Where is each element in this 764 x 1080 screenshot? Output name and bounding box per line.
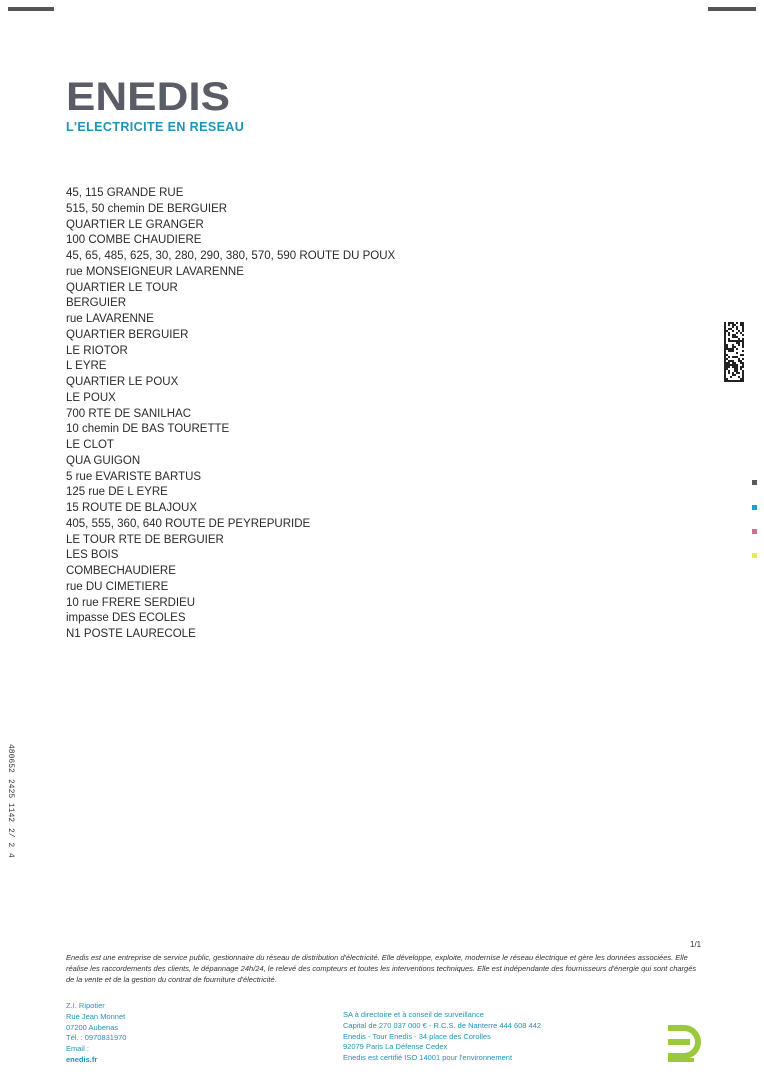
address-line: rue DU CIMETIERE bbox=[66, 580, 169, 593]
footer-contact bbox=[66, 1001, 126, 1066]
footer-legal bbox=[343, 1010, 541, 1064]
address-line: 10 chemin DE BAS TOURETTE bbox=[66, 423, 230, 436]
footer-legal-line: Enedis est certifié ISO 14001 pour l'environnement bbox=[343, 1053, 513, 1063]
address-line: BERGUIER bbox=[66, 297, 127, 310]
footer-legal-line: Capital de 270 037 000 € - R.C.S. de Nanterre 444 608 442 bbox=[343, 1020, 542, 1030]
footer-email-label: Email : bbox=[66, 1044, 89, 1054]
footer-address-line: Z.I. Ripotier bbox=[66, 1001, 105, 1010]
address-line: N1 POSTE LAURECOLE bbox=[66, 628, 196, 640]
address-line: 45, 65, 485, 625, 30, 280, 290, 380, 570, 590 ROUTE DU POUX bbox=[66, 250, 396, 262]
color-swatch-cyan bbox=[752, 505, 757, 510]
address-line: QUA GUIGON bbox=[66, 454, 141, 467]
color-swatch-magenta bbox=[752, 529, 757, 534]
print-mark-left bbox=[8, 7, 54, 11]
address-line: LE TOUR RTE DE BERGUIER bbox=[66, 533, 224, 546]
footer-legal-line: 92079 Paris La Défense Cedex bbox=[343, 1042, 448, 1052]
address-line: QUARTIER LE GRANGER bbox=[66, 218, 204, 231]
datamatrix-barcode bbox=[724, 322, 744, 382]
address-line: L EYRE bbox=[66, 360, 107, 373]
color-swatch-gray bbox=[752, 480, 757, 485]
side-tracking-code bbox=[6, 744, 16, 864]
page-number: 1/1 bbox=[690, 940, 702, 949]
address-line: 405, 555, 360, 640 ROUTE DE PEYREPURIDE bbox=[66, 517, 311, 530]
side-code-part: 4 bbox=[6, 853, 15, 859]
company-disclaimer: Enedis est une entreprise de service public, gestionnaire du réseau de distribution d'électricité. Elle développe, exploite, modernise le réseau électrique et gère les données associées. Elle réalise les raccordements des clients, le dépannage 24h/24, le relevé des compteurs et toutes les interventions techniques. Elle est indépendante des fournisseurs d'énergie qui sont chargés de la vente et de la gestion du contrat de fourniture d'électricité. bbox=[66, 953, 697, 984]
footer-legal-line: SA à directoire et à conseil de surveillance bbox=[343, 1010, 484, 1019]
address-line: COMBECHAUDIERE bbox=[66, 565, 176, 577]
footer-legal-line: Enedis - Tour Enedis - 34 place des Corolles bbox=[343, 1031, 491, 1041]
side-code-part: 2/ 2 bbox=[6, 828, 15, 848]
address-line: 700 RTE DE SANILHAC bbox=[66, 407, 192, 420]
side-code-part: 480652 bbox=[6, 744, 15, 773]
color-swatch-yellow bbox=[752, 553, 757, 558]
address-line: LES BOIS bbox=[66, 549, 119, 562]
footer-website-link[interactable]: enedis.fr bbox=[66, 1054, 98, 1064]
address-line: QUARTIER LE POUX bbox=[66, 376, 179, 388]
address-line: QUARTIER LE TOUR bbox=[66, 281, 178, 294]
address-line: 15 ROUTE DE BLAJOUX bbox=[66, 502, 198, 514]
address-line: LE RIOTOR bbox=[66, 344, 128, 357]
print-mark-right bbox=[708, 7, 756, 11]
address-line: LE POUX bbox=[66, 391, 116, 404]
footer-address-line: Rue Jean Monnet bbox=[66, 1011, 126, 1021]
address-line: 10 rue FRERE SERDIEU bbox=[66, 596, 196, 609]
address-line: rue LAVARENNE bbox=[66, 313, 154, 325]
enedis-wordmark bbox=[66, 78, 230, 114]
address-line: 100 COMBE CHAUDIERE bbox=[66, 234, 202, 247]
address-line: 45, 115 GRANDE RUE bbox=[66, 187, 184, 199]
enedis-logo bbox=[66, 78, 245, 134]
address-line: QUARTIER BERGUIER bbox=[66, 328, 189, 341]
address-line: rue MONSEIGNEUR LAVARENNE bbox=[66, 265, 244, 278]
side-code-part: 2425 1142 bbox=[6, 778, 15, 823]
enedis-emblem-icon bbox=[664, 1024, 702, 1064]
footer-phone: Tél. : 0970831970 bbox=[66, 1033, 127, 1043]
address-line: 515, 50 chemin DE BERGUIER bbox=[66, 202, 228, 215]
logo-tagline: L'ELECTRICITE EN RESEAU bbox=[66, 120, 245, 134]
logo-wordmark-text: ENEDIS bbox=[66, 78, 230, 114]
address-line: 125 rue DE L EYRE bbox=[66, 486, 168, 499]
address-line: impasse DES ECOLES bbox=[66, 612, 186, 625]
address-list bbox=[66, 186, 395, 643]
address-line: LE CLOT bbox=[66, 439, 114, 451]
address-line: 5 rue EVARISTE BARTUS bbox=[66, 470, 202, 483]
footer-address-line: 07200 Aubenas bbox=[66, 1022, 119, 1032]
